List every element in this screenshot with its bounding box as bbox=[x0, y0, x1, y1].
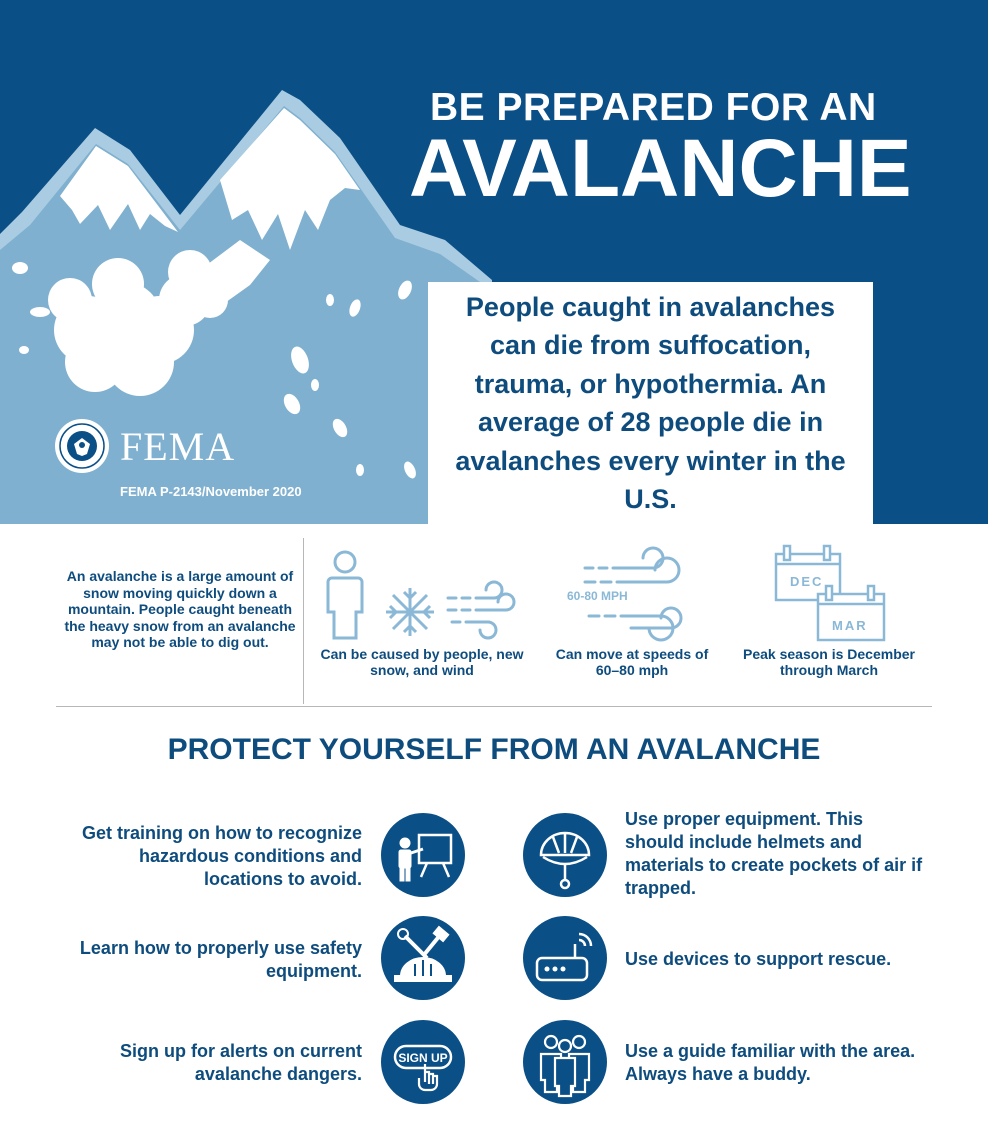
tip-safety-equipment: Learn how to properly use safety equipment. bbox=[79, 938, 362, 981]
person-icon bbox=[328, 552, 362, 638]
hero-banner bbox=[0, 0, 988, 524]
teacher-board-icon bbox=[381, 813, 465, 897]
fatality-callout bbox=[428, 282, 873, 524]
divider-horizontal bbox=[56, 706, 932, 707]
calendar-end-label: MAR bbox=[832, 618, 868, 633]
signup-hand-icon bbox=[381, 1020, 465, 1104]
tip-proper-equipment: Use proper equipment. This should include helmets and materials to create pockets of air if trapped. bbox=[625, 809, 923, 898]
safety-equipment-circle bbox=[381, 916, 465, 1000]
group-people-icon bbox=[523, 1020, 607, 1104]
fact-causes bbox=[320, 546, 524, 678]
avalanche-definition: An avalanche is a large amount of snow moving quickly down a mountain. People caught beneath the heavy snow from an avalanche may not be able to dig out. bbox=[64, 568, 296, 650]
training-circle bbox=[381, 813, 465, 897]
tools-hardhat-icon bbox=[381, 916, 465, 1000]
fact-speed bbox=[545, 546, 719, 678]
publication-number: FEMA P-2143/November 2020 bbox=[120, 484, 302, 499]
devices-circle bbox=[523, 916, 607, 1000]
tip-alerts: Sign up for alerts on current avalanche dangers. bbox=[119, 1041, 362, 1084]
callout-text: People caught in avalanches can die from suffocation, trauma, or hypothermia. An average of 28 people die in avalanches every winter in the U.S. bbox=[455, 291, 846, 514]
causes-icons bbox=[320, 546, 524, 642]
snowflake-icon bbox=[386, 588, 434, 636]
calendar-icon bbox=[734, 542, 924, 642]
facts-row bbox=[0, 538, 988, 704]
causes-text: Can be caused by people, new snow, and wind bbox=[320, 646, 524, 678]
equipment-circle bbox=[523, 813, 607, 897]
wind-icon bbox=[448, 582, 514, 638]
title-line-2: AVALANCHE bbox=[409, 123, 912, 214]
tip-rescue-devices: Use devices to support rescue. bbox=[625, 949, 892, 969]
protect-heading: PROTECT YOURSELF FROM AN AVALANCHE bbox=[167, 733, 821, 766]
fema-logo bbox=[54, 418, 235, 474]
alerts-circle bbox=[381, 1020, 465, 1104]
beacon-device-icon bbox=[523, 916, 607, 1000]
wind-speed-icon bbox=[545, 546, 719, 642]
fact-season bbox=[734, 542, 924, 678]
tip-guide-buddy: Use a guide familiar with the area. Always have a buddy. bbox=[625, 1041, 916, 1084]
helmet-icon bbox=[523, 813, 607, 897]
fema-wordmark: FEMA bbox=[120, 423, 236, 469]
signup-icon-text: SIGN UP bbox=[398, 1051, 448, 1065]
season-text: Peak season is December through March bbox=[743, 646, 915, 678]
divider-vertical bbox=[303, 538, 304, 704]
guide-circle bbox=[523, 1020, 607, 1104]
dhs-seal-icon bbox=[54, 418, 110, 474]
speed-icon-label: 60-80 MPH bbox=[567, 589, 628, 603]
tip-training: Get training on how to recognize hazardous conditions and locations to avoid. bbox=[81, 823, 362, 889]
calendar-start-label: DEC bbox=[790, 574, 824, 589]
speed-text: Can move at speeds of 60–80 mph bbox=[555, 646, 709, 678]
title-line-1: BE PREPARED FOR AN bbox=[430, 86, 877, 129]
